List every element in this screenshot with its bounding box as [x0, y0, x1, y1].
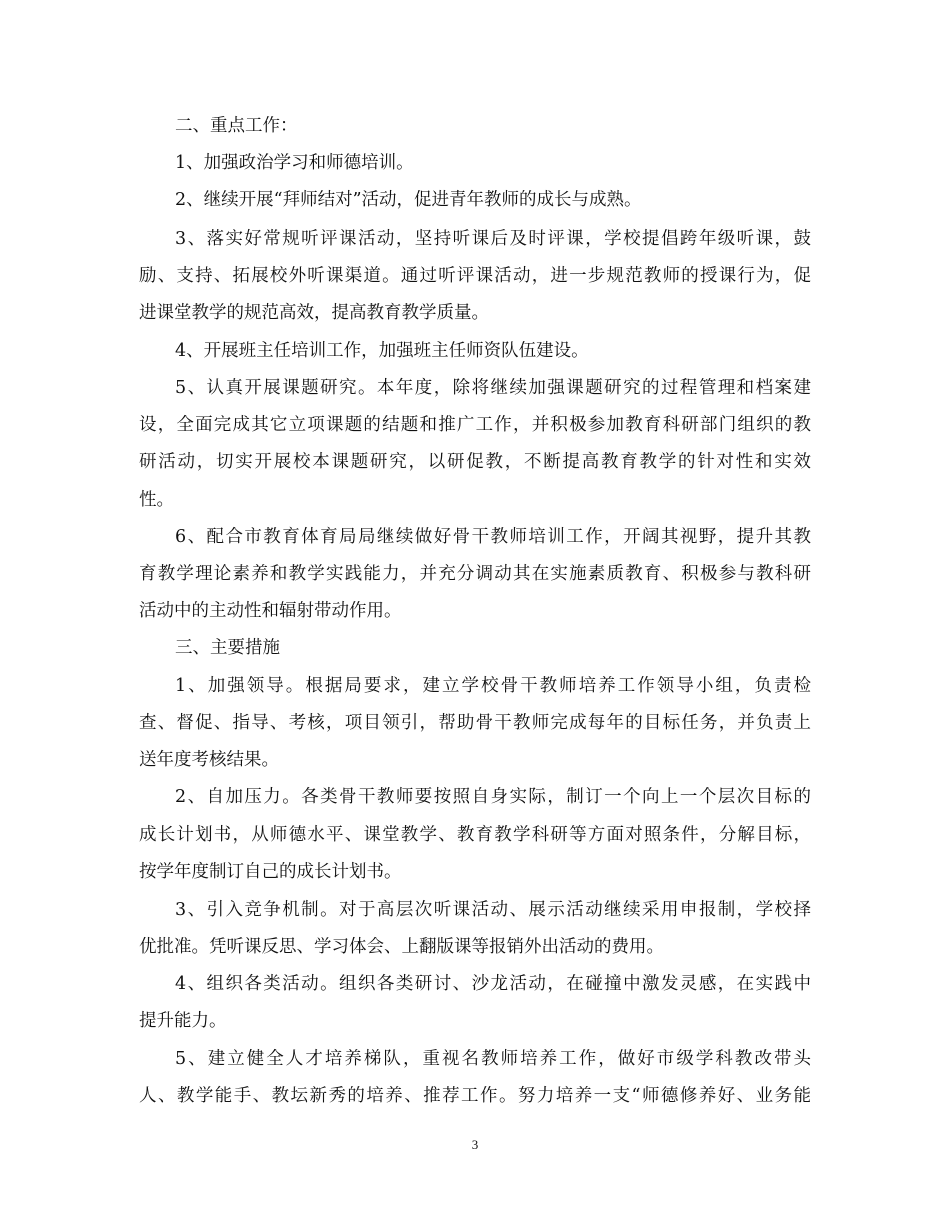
- page-number: 3: [471, 1137, 479, 1152]
- paragraph-line: 提升能力。: [139, 1011, 227, 1031]
- section-heading-key-work: 二、重点工作：: [175, 116, 298, 136]
- paragraph-line: 性。: [139, 490, 174, 510]
- paragraph-line: 成长计划书，从师德水平、课堂教学、教育教学科研等方面对照条件，分解目标，: [139, 825, 811, 845]
- paragraph-line: 3、引入竞争机制。对于高层次听课活动、展示活动继续采用申报制，学校择: [175, 900, 811, 920]
- section-heading-main-measures: 三、主要措施: [175, 638, 280, 658]
- paragraph-line: 优批准。凭听课反思、学习体会、上翻版课等报销外出活动的费用。: [139, 937, 664, 957]
- paragraph-line: 3、落实好常规听评课活动，坚持听课后及时评课，学校提倡跨年级听课，鼓: [175, 229, 811, 249]
- paragraph-line: 1、加强政治学习和师德培训。: [175, 153, 414, 173]
- paragraph-line: 1、加强领导。根据局要求，建立学校骨干教师培养工作领导小组，负责检: [175, 676, 811, 696]
- paragraph-line: 设，全面完成其它立项课题的结题和推广工作，并积极参加教育科研部门组织的教: [139, 415, 811, 435]
- paragraph-line: 研活动，切实开展校本课题研究，以研促教，不断提高教育教学的针对性和实效: [139, 452, 811, 472]
- paragraph-line: 进课堂教学的规范高效，提高教育教学质量。: [139, 303, 489, 323]
- paragraph-line: 按学年度制订自己的成长计划书。: [139, 862, 402, 882]
- paragraph-line: 6、配合市教育体育局局继续做好骨干教师培训工作，开阔其视野，提升其教: [175, 527, 811, 547]
- paragraph-line: 5、认真开展课题研究。本年度，除将继续加强课题研究的过程管理和档案建: [175, 378, 811, 398]
- paragraph-line: 2、自加压力。各类骨干教师要按照自身实际，制订一个向上一个层次目标的: [175, 787, 811, 807]
- paragraph-line: 2、继续开展“拜师结对”活动，促进青年教师的成长与成熟。: [175, 190, 642, 210]
- paragraph-line: 活动中的主动性和辐射带动作用。: [139, 601, 402, 621]
- paragraph-line: 育教学理论素养和教学实践能力，并充分调动其在实施素质教育、积极参与教科研: [139, 564, 811, 584]
- paragraph-line: 人、教学能手、教坛新秀的培养、推荐工作。努力培养一支“师德修养好、业务能: [139, 1086, 811, 1106]
- paragraph-line: 5、建立健全人才培养梯队，重视名教师培养工作，做好市级学科教改带头: [175, 1049, 811, 1069]
- paragraph-line: 查、督促、指导、考核，项目领引，帮助骨干教师完成每年的目标任务，并负责上: [139, 713, 811, 733]
- paragraph-line: 4、开展班主任培训工作，加强班主任师资队伍建设。: [175, 341, 589, 361]
- paragraph-line: 励、支持、拓展校外听课渠道。通过听评课活动，进一步规范教师的授课行为，促: [139, 266, 811, 286]
- paragraph-line: 4、组织各类活动。组织各类研讨、沙龙活动，在碰撞中激发灵感，在实践中: [175, 974, 811, 994]
- paragraph-line: 送年度考核结果。: [139, 750, 279, 770]
